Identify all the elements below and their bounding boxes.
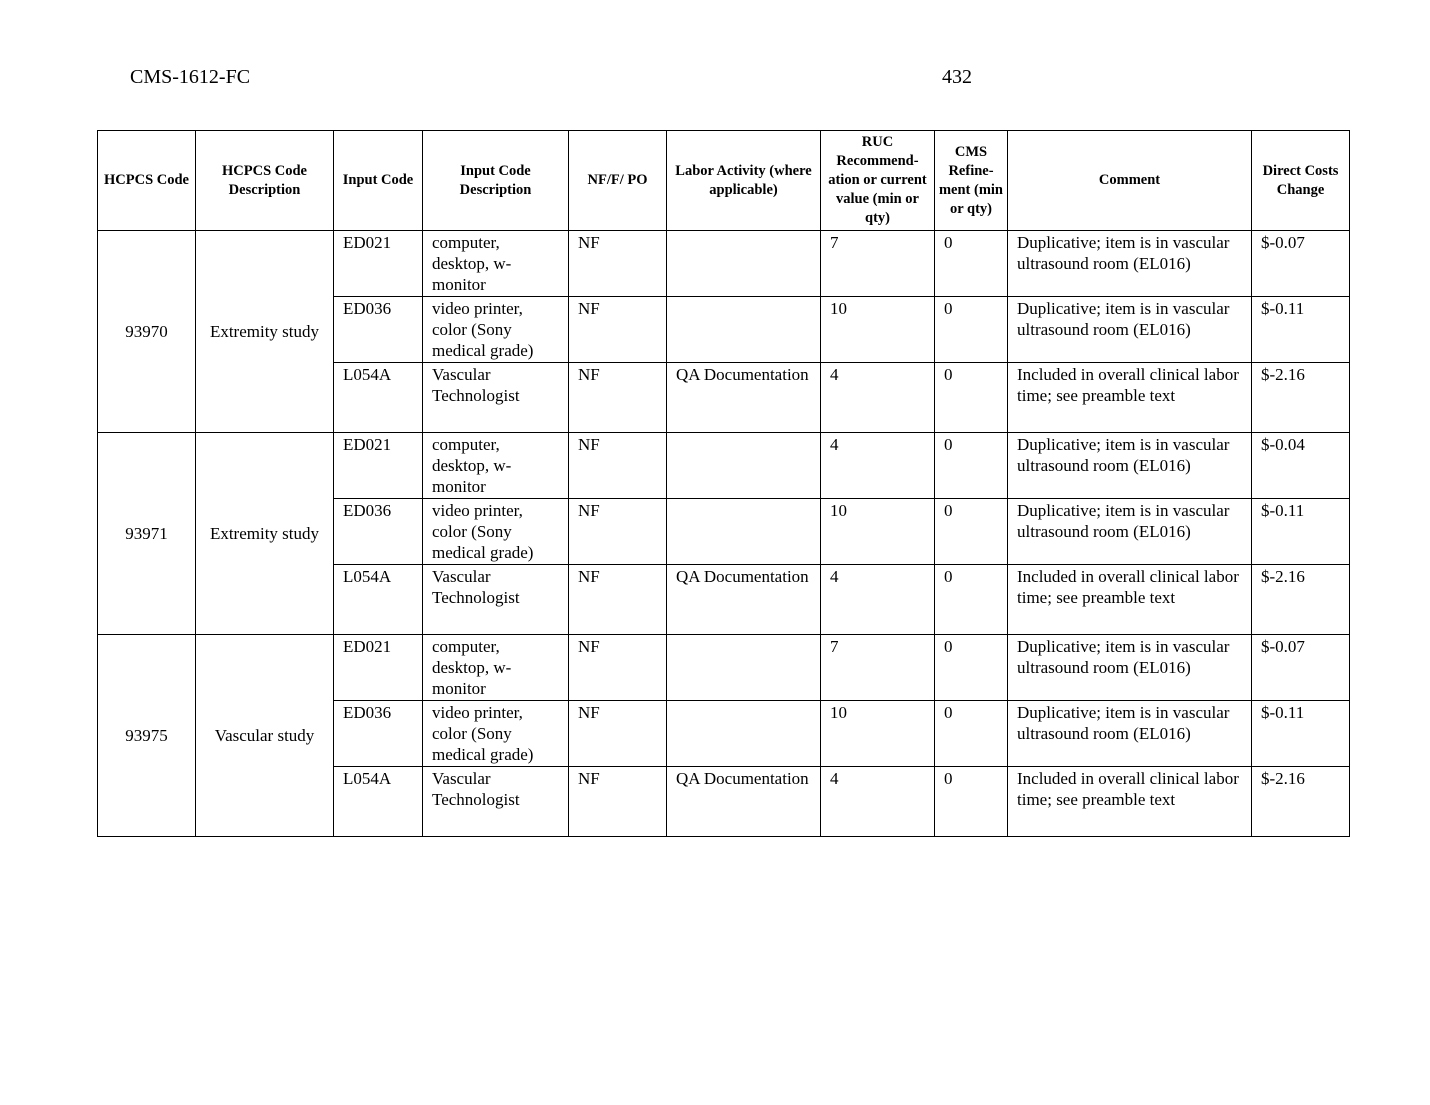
- input-code-cell: ED036: [334, 499, 423, 565]
- ruc-value-cell: 10: [821, 297, 935, 363]
- nf-f-po-cell: NF: [569, 635, 667, 701]
- input-code-cell: ED036: [334, 701, 423, 767]
- cms-refinement-cell: 0: [935, 499, 1008, 565]
- nf-f-po-cell: NF: [569, 499, 667, 565]
- labor-activity-cell: QA Documentation: [667, 767, 821, 837]
- ruc-value-cell: 4: [821, 565, 935, 635]
- comment-cell: Included in overall clinical labor time; see preamble text: [1008, 565, 1252, 635]
- labor-activity-cell: [667, 635, 821, 701]
- document-id: CMS-1612-FC: [130, 66, 251, 88]
- column-header: Input Code: [334, 131, 423, 231]
- cms-refinement-cell: 0: [935, 701, 1008, 767]
- input-description-cell: video printer, color (Sony medical grade): [423, 499, 569, 565]
- page-number: 432: [942, 66, 972, 88]
- input-code-cell: L054A: [334, 565, 423, 635]
- input-code-cell: ED036: [334, 297, 423, 363]
- hcpcs-description-cell: Extremity study: [196, 231, 334, 433]
- column-header: RUC Recommend-ation or current value (min or qty): [821, 131, 935, 231]
- nf-f-po-cell: NF: [569, 363, 667, 433]
- column-header: Comment: [1008, 131, 1252, 231]
- cms-refinement-cell: 0: [935, 635, 1008, 701]
- nf-f-po-cell: NF: [569, 701, 667, 767]
- direct-costs-change-cell: $-0.11: [1252, 701, 1350, 767]
- nf-f-po-cell: NF: [569, 231, 667, 297]
- input-description-cell: computer, desktop, w-monitor: [423, 231, 569, 297]
- cms-refinement-cell: 0: [935, 767, 1008, 837]
- labor-activity-cell: [667, 231, 821, 297]
- ruc-value-cell: 7: [821, 231, 935, 297]
- direct-costs-change-cell: $-0.07: [1252, 635, 1350, 701]
- direct-costs-change-cell: $-0.11: [1252, 297, 1350, 363]
- labor-activity-cell: QA Documentation: [667, 363, 821, 433]
- labor-activity-cell: [667, 433, 821, 499]
- table-header-row: [98, 131, 1350, 231]
- comment-cell: Duplicative; item is in vascular ultrasound room (EL016): [1008, 635, 1252, 701]
- hcpcs-code-cell: 93971: [98, 433, 196, 635]
- column-header: Direct Costs Change: [1252, 131, 1350, 231]
- input-description-cell: Vascular Technologist: [423, 565, 569, 635]
- input-description-cell: computer, desktop, w-monitor: [423, 433, 569, 499]
- hcpcs-description-cell: Vascular study: [196, 635, 334, 837]
- input-description-cell: computer, desktop, w-monitor: [423, 635, 569, 701]
- input-code-cell: L054A: [334, 363, 423, 433]
- table-row: [98, 231, 1350, 297]
- column-header: HCPCS Code Description: [196, 131, 334, 231]
- nf-f-po-cell: NF: [569, 433, 667, 499]
- input-code-cell: ED021: [334, 635, 423, 701]
- column-header: NF/F/ PO: [569, 131, 667, 231]
- direct-costs-change-cell: $-2.16: [1252, 363, 1350, 433]
- cms-refinement-cell: 0: [935, 433, 1008, 499]
- comment-cell: Duplicative; item is in vascular ultrasound room (EL016): [1008, 231, 1252, 297]
- table-row: [98, 635, 1350, 701]
- direct-costs-change-cell: $-2.16: [1252, 767, 1350, 837]
- comment-cell: Included in overall clinical labor time; see preamble text: [1008, 363, 1252, 433]
- labor-activity-cell: [667, 701, 821, 767]
- labor-activity-cell: [667, 297, 821, 363]
- column-header: HCPCS Code: [98, 131, 196, 231]
- input-code-cell: L054A: [334, 767, 423, 837]
- comment-cell: Duplicative; item is in vascular ultrasound room (EL016): [1008, 499, 1252, 565]
- nf-f-po-cell: NF: [569, 565, 667, 635]
- input-description-cell: video printer, color (Sony medical grade): [423, 297, 569, 363]
- input-description-cell: video printer, color (Sony medical grade): [423, 701, 569, 767]
- ruc-value-cell: 4: [821, 363, 935, 433]
- ruc-value-cell: 4: [821, 767, 935, 837]
- column-header: CMS Refine-ment (min or qty): [935, 131, 1008, 231]
- input-description-cell: Vascular Technologist: [423, 363, 569, 433]
- nf-f-po-cell: NF: [569, 297, 667, 363]
- labor-activity-cell: [667, 499, 821, 565]
- cms-refinement-cell: 0: [935, 363, 1008, 433]
- ruc-value-cell: 10: [821, 499, 935, 565]
- direct-costs-table: [97, 130, 1350, 837]
- direct-costs-change-cell: $-0.11: [1252, 499, 1350, 565]
- ruc-value-cell: 7: [821, 635, 935, 701]
- ruc-value-cell: 10: [821, 701, 935, 767]
- table-row: [98, 433, 1350, 499]
- hcpcs-description-cell: Extremity study: [196, 433, 334, 635]
- input-code-cell: ED021: [334, 231, 423, 297]
- direct-costs-change-cell: $-0.07: [1252, 231, 1350, 297]
- ruc-value-cell: 4: [821, 433, 935, 499]
- nf-f-po-cell: NF: [569, 767, 667, 837]
- comment-cell: Duplicative; item is in vascular ultrasound room (EL016): [1008, 701, 1252, 767]
- column-header: Labor Activity (where applicable): [667, 131, 821, 231]
- column-header: Input Code Description: [423, 131, 569, 231]
- direct-costs-change-cell: $-2.16: [1252, 565, 1350, 635]
- labor-activity-cell: QA Documentation: [667, 565, 821, 635]
- comment-cell: Included in overall clinical labor time; see preamble text: [1008, 767, 1252, 837]
- input-description-cell: Vascular Technologist: [423, 767, 569, 837]
- direct-costs-change-cell: $-0.04: [1252, 433, 1350, 499]
- hcpcs-code-cell: 93970: [98, 231, 196, 433]
- comment-cell: Duplicative; item is in vascular ultrasound room (EL016): [1008, 433, 1252, 499]
- hcpcs-code-cell: 93975: [98, 635, 196, 837]
- input-code-cell: ED021: [334, 433, 423, 499]
- cms-refinement-cell: 0: [935, 231, 1008, 297]
- comment-cell: Duplicative; item is in vascular ultrasound room (EL016): [1008, 297, 1252, 363]
- cms-refinement-cell: 0: [935, 565, 1008, 635]
- cms-refinement-cell: 0: [935, 297, 1008, 363]
